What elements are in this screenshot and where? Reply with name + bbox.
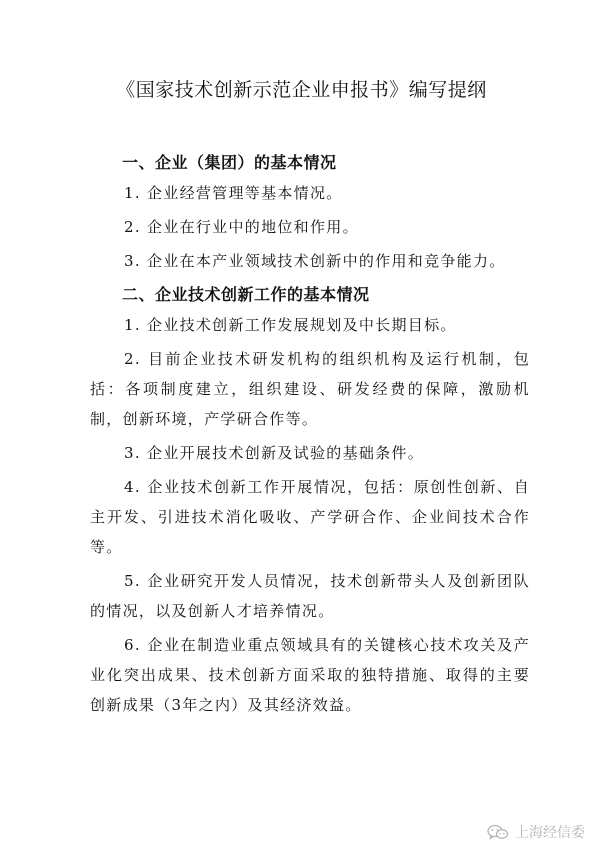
watermark-label: 上海经信委 bbox=[515, 825, 585, 841]
source-watermark bbox=[487, 822, 585, 842]
list-item: 1. 企业技术创新工作发展规划及中长期目标。 bbox=[124, 316, 457, 334]
list-item: 3. 企业在本产业领域技术创新中的作用和竞争能力。 bbox=[124, 252, 506, 270]
list-item: 3. 企业开展技术创新及试验的基础条件。 bbox=[124, 444, 425, 462]
section-heading-basic-info: 一、企业（集团）的基本情况 bbox=[122, 153, 337, 172]
wechat-icon bbox=[487, 824, 509, 840]
document-body bbox=[90, 148, 530, 724]
list-item: 6. 企业在制造业重点领域具有的关键核心技术攻关及产业化突出成果、技术创新方面采取的独特措施、取得的主要创新成果（3年之内）及其经济效益。 bbox=[90, 636, 530, 714]
list-item: 5. 企业研究开发人员情况，技术创新带头人及创新团队的情况，以及创新人才培养情况。 bbox=[90, 572, 530, 620]
list-item: 2. 目前企业技术研发机构的组织机构及运行机制，包括：各项制度建立，组织建设、研发经费的保障，激励机制，创新环境，产学研合作等。 bbox=[90, 350, 530, 428]
list-item: 4. 企业技术创新工作开展情况，包括：原创性创新、自主开发、引进技术消化吸收、产学研合作、企业间技术合作等。 bbox=[90, 478, 530, 556]
section-heading-innovation-work: 二、企业技术创新工作的基本情况 bbox=[122, 285, 370, 304]
list-item: 2. 企业在行业中的地位和作用。 bbox=[124, 218, 359, 236]
document-title: 《国家技术创新示范企业申报书》编写提纲 bbox=[116, 79, 487, 101]
list-item: 1. 企业经营管理等基本情况。 bbox=[124, 184, 343, 202]
